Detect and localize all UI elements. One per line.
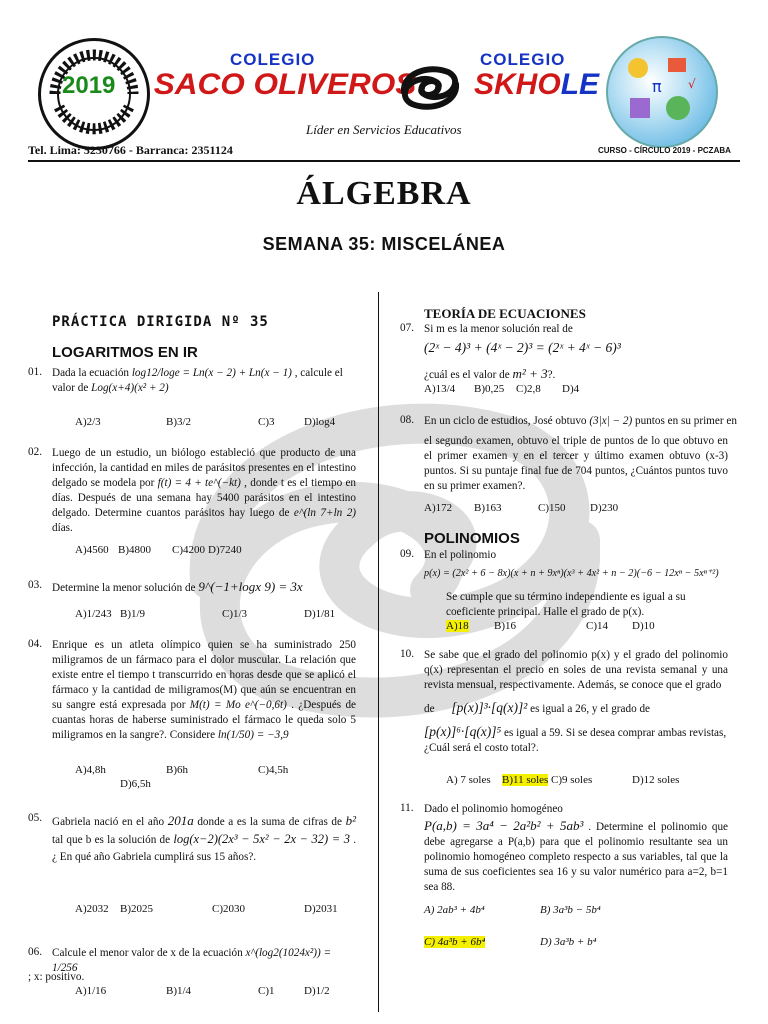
q01-option-d: D)log4	[304, 416, 336, 428]
q08-number: 08.	[400, 414, 414, 426]
q08-option-c: C)150	[538, 502, 566, 514]
q01-number: 01.	[28, 366, 42, 378]
school2-label: COLEGIO	[480, 50, 566, 69]
q11-option-d: D) 3a³b + b⁴	[540, 936, 597, 948]
q05-option-d: D)2031	[304, 903, 338, 915]
q09-option-d: D)10	[632, 620, 655, 632]
q06-option-d: D)1/2	[304, 985, 330, 997]
school2-name	[474, 68, 599, 102]
q10-option-b: B)11 soles	[502, 774, 549, 786]
q02-text-c: días.	[52, 522, 73, 534]
section-equations: TEORÍA DE ECUACIONES	[424, 306, 586, 321]
q06-text-a: Calcule el menor valor de x de la ecuación	[52, 947, 243, 959]
q10-equation-1: [p(x)]³·[q(x)]²	[451, 700, 528, 715]
q07-equation: (2ˣ − 4)³ + (4ˣ − 2)³ = (2ˣ + 4ˣ − 6)³	[424, 340, 621, 355]
q04-option-a: A)4,8h	[75, 764, 106, 776]
q06-note: ; x: positivo.	[28, 971, 85, 983]
q05-text	[52, 812, 356, 866]
q10-de: de	[424, 703, 435, 715]
q02-text-b: , donde t es el tiempo en días. Después de una semana hay 5400 parásitos en el intestino delgado. Determine cuantos parásitos hay luego de	[52, 477, 357, 519]
q10-line-b	[424, 700, 728, 717]
q04-option-d: D)6,5h	[120, 778, 151, 790]
q08-option-a: A)172	[424, 502, 453, 514]
q01-option-b: B)3/2	[166, 416, 192, 428]
q07-text-c: ?.	[547, 369, 556, 381]
q08-equation: (3|x| − 2)	[589, 415, 633, 427]
q11-number: 11.	[400, 802, 414, 814]
section-logarithms: LOGARITMOS EN IR	[52, 344, 198, 361]
q03-number: 03.	[28, 579, 42, 591]
q10-text: Se sabe que el grado del polinomio p(x) y el grado del polinomio q(x) representan el precio en soles de una revista semanal y una revista mensual, respectivamente. Además, se conoce que el grado	[424, 649, 728, 691]
header-divider	[28, 160, 740, 162]
section-polynomials: POLINOMIOS	[424, 530, 520, 547]
q06-text	[52, 946, 358, 976]
q05-option-c: C)2030	[212, 903, 245, 915]
phone-info: Tel. Lima: 5230766 - Barranca: 2351124	[28, 143, 233, 157]
q05-text-a: Gabriela nació en el año	[52, 816, 165, 828]
course-info: CURSO - CÍRCULO 2019 - PCZABA	[598, 146, 731, 155]
q08-text: el segundo examen, obtuvo el triple de puntos de lo que obtuvo en el primer examen y en el tercer y último examen obtuvo (x-3) puntos. Si su puntaje final fue de 704 puntos, ¿Cuántos puntos tuvo en su primer examen?.	[424, 435, 728, 492]
q08-option-b: B)163	[474, 502, 502, 514]
q11-line1: Dado el polinomio homogéneo	[424, 803, 563, 815]
q06-option-c: C)1	[258, 985, 275, 997]
svg-text:π: π	[652, 77, 662, 96]
q07-option-c: C)2,8	[516, 383, 541, 395]
q05-number: 05.	[28, 812, 42, 824]
q07-option-d: D)4	[562, 383, 580, 395]
q09-option-b: B)16	[494, 620, 516, 632]
q07-text-b: ¿cuál es el valor de	[424, 369, 510, 381]
q10-text-c: es igual a 59. Si se desea comprar ambas revistas, ¿Cuál será el costo total?.	[424, 727, 727, 754]
q11-text	[424, 818, 728, 895]
q02-text-a: Luego de un estudio, un biólogo estableció que producto de una infección, la cantidad en miles de parásitos presentes en el intestino delgado se modela por	[52, 447, 356, 489]
page-title: ÁLGEBRA	[296, 175, 472, 212]
q10-option-d: D)12 soles	[632, 774, 680, 786]
q03-option-c: C)1/3	[222, 608, 248, 620]
q04-text-b: . ¿Después de cuantas horas de haberse suministrado el fármaco le queda solo 5 miligramos en la sangre?. Considere	[52, 699, 357, 741]
q04-text-a: Enrique es un atleta olímpico quien se ha suministrado 250 miligramos de un fármaco para el dolor muscular. La relación que existe entre el tiempo t transcurrido en horas desde que se aplicó el fármaco y la cantidad de miligramos(M) que aún se encuentran en su sangre está expresada por	[52, 639, 356, 711]
school1-label: COLEGIO	[230, 50, 316, 69]
q02-number: 02.	[28, 446, 42, 458]
q05-text-c: tal que b es la solución de	[52, 834, 171, 846]
q02-option-a: A)4560	[75, 544, 109, 556]
q07-option-b: B)0,25	[474, 383, 505, 395]
q09-option-a: A)18	[446, 620, 469, 632]
q06-number: 06.	[28, 946, 42, 958]
q10-option-c: C)9 soles	[551, 774, 593, 786]
q04-equation-2: ln(1/50) = −3,9	[217, 729, 289, 741]
q09-number: 09.	[400, 548, 414, 560]
q08-text-a: En un ciclo de estudios, José obtuvo	[424, 415, 587, 427]
column-divider	[378, 292, 379, 1012]
school2-name-a: SKHO	[474, 68, 561, 101]
q03-text-a: Determine la menor solución de	[52, 582, 196, 594]
q03-option-a: A)1/243	[75, 608, 112, 620]
q05-option-b: B)2025	[120, 903, 153, 915]
svg-text:√: √	[688, 77, 696, 91]
q02-equation: f(t) = 4 + te^(−kt)	[157, 477, 241, 489]
q01-text-b: , calcule el	[294, 367, 343, 379]
q11-option-c: C) 4a³b + 6b⁴	[424, 936, 486, 948]
q01-text-c: valor de	[52, 382, 89, 394]
q11-option-b: B) 3a³b − 5b⁴	[540, 904, 601, 916]
q06-equation: x^(log2(1024x²)) = 1/256	[52, 947, 332, 974]
q05-equation-c: log(x−2)(2x³ − 5x² − 2x − 32) = 3	[173, 832, 350, 846]
q10-line-c	[424, 724, 728, 756]
swirl-logo-icon	[398, 62, 462, 119]
q10-option-a: A) 7 soles	[446, 774, 491, 786]
q05-equation-a: 201a	[167, 813, 194, 828]
q10-number: 10.	[400, 648, 414, 660]
q11-text-b: . Determine el polinomio que debe agregarse a P(a,b) para que el polinomio resultante sea un polinomio homogéneo completo respecto a sus variables, tal que la suma de sus coeficientes sea 16 y su valor numérico para a=2, b=1 sea 88.	[424, 821, 729, 893]
q10-equation-2: [p(x)]⁶·[q(x)]⁵	[424, 724, 502, 739]
q05-equation-b: b²	[345, 813, 357, 828]
q05-option-a: A)2032	[75, 903, 109, 915]
q07-equation-2: m² + 3	[512, 366, 548, 381]
q04-text	[52, 638, 356, 743]
q04-equation: M(t) = Mo e^(−0,6t)	[189, 699, 287, 711]
q06-option-b: B)1/4	[166, 985, 192, 997]
practice-heading: PRÁCTICA DIRIGIDA Nº 35	[52, 314, 269, 330]
q03-equation: 9^(−1+logx 9) = 3x	[198, 579, 303, 594]
q11-equation: P(a,b) = 3a⁴ − 2a²b² + 5ab³	[424, 818, 584, 833]
q05-text-b: donde a es la suma de cifras de	[197, 816, 342, 828]
q02-option-c: C)4200	[172, 544, 205, 556]
q07-question	[424, 366, 555, 383]
q04-number: 04.	[28, 638, 42, 650]
q04-option-c: C)4,5h	[258, 764, 289, 776]
q04-option-b: B)6h	[166, 764, 188, 776]
q02-equation-2: e^(ln 7+ln 2)	[293, 507, 357, 519]
q03-option-b: B)1/9	[120, 608, 146, 620]
q09-text: En el polinomio	[424, 549, 497, 561]
page-subtitle: SEMANA 35: MISCELÁNEA	[262, 234, 506, 254]
q07-number: 07.	[400, 322, 414, 334]
q02-option-b: B)4800	[118, 544, 151, 556]
q03-text	[52, 579, 358, 596]
q10-text-b: es igual a 26, y el grado de	[530, 703, 651, 715]
q09-equation: p(x) = (2x² + 6 − 8x)(x + n + 9xⁿ)(x³ + 4x² + n − 2)(−6 − 12xⁿ − 5xⁿ⁺²)	[424, 568, 719, 579]
q01-option-c: C)3	[258, 416, 275, 428]
q01-option-a: A)2/3	[75, 416, 101, 428]
q05-text-d: . ¿ En qué año Gabriela cumplirá sus 15 años?.	[52, 834, 357, 863]
seal-year: 2019	[62, 72, 116, 99]
q01-text	[52, 366, 358, 396]
q11-option-a: A) 2ab³ + 4b⁴	[424, 904, 485, 916]
q09-text-b: Se cumple que su término independiente es igual a su coeficiente principal. Halle el grado de p(x).	[446, 591, 686, 618]
school1-name: SACO OLIVEROS	[153, 68, 417, 101]
school2-name-b: LE	[560, 68, 600, 101]
q07-text: Si m es la menor solución real de	[424, 323, 573, 335]
q01-text-a: Dada la ecuación	[52, 367, 130, 379]
q01-expression: Log(x+4)(x² + 2)	[91, 382, 169, 394]
slogan: Líder en Servicios Educativos	[306, 122, 462, 137]
q07-option-a: A)13/4	[424, 383, 456, 395]
q08-option-d: D)230	[590, 502, 619, 514]
q02-option-d: D)7240	[208, 544, 242, 556]
q08-text-b: puntos en su primer en	[635, 415, 737, 427]
math-globe-logo	[606, 36, 718, 148]
q01-equation: log12/loge = Ln(x − 2) + Ln(x − 1)	[131, 367, 292, 379]
q08-line1	[424, 414, 740, 429]
q09-option-c: C)14	[586, 620, 608, 632]
q06-option-a: A)1/16	[75, 985, 107, 997]
q03-option-d: D)1/81	[304, 608, 336, 620]
q02-text	[52, 446, 356, 536]
